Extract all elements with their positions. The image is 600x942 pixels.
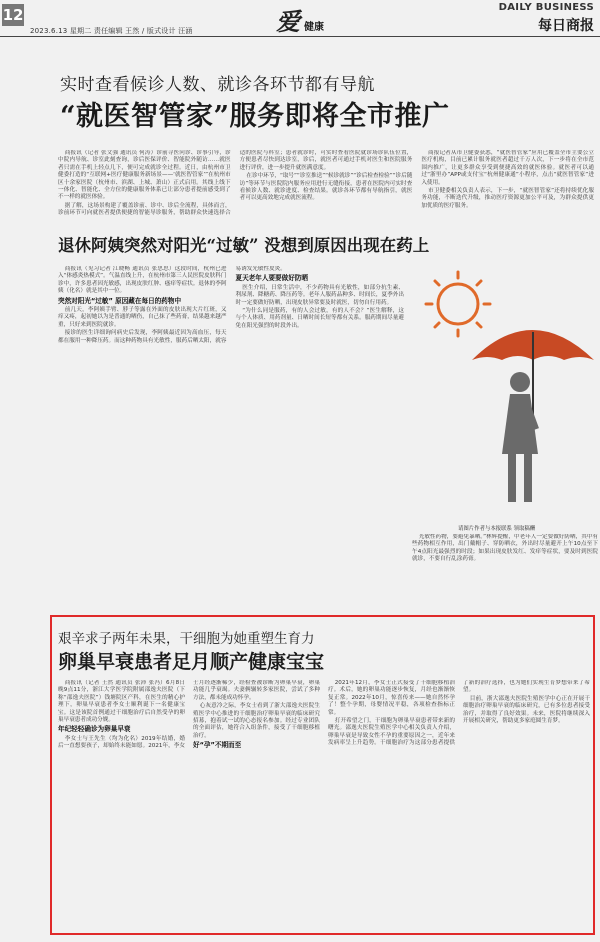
illustration-caption: 请图片作者与本报联系 领取稿酬 (458, 526, 536, 532)
article1-paragraph: 商报记者从市卫健委获悉，“就医智管家”应用已覆盖全市主要公立医疗机构，目前已累计服务就医者超过千万人次，下一步将在全市范围内推广，让更多群众享受到便捷高效的就医体验。就医者可以通过“浙里办”APP或支付宝“杭州健康通”小程序，点击“就医智管家”进入使用。 (421, 150, 594, 186)
section-name: 健康 (304, 22, 324, 33)
section-mark: 爱 (276, 7, 300, 36)
article2-body (58, 266, 404, 506)
article3-paragraph: 2021年12月，李女士正式接受了干细胞移植治疗。术后，她的卵巢功能逐步恢复，月经也渐渐恢复正常。2022年10月，惊喜传来——她自然怀孕了！整个孕期，母婴情况平稳，各项检查指标正常。 (328, 680, 455, 716)
article3-headline: 卵巢早衰患者足月顺产健康宝宝 (58, 651, 325, 673)
article3-subheading: 年纪轻轻确诊为卵巢早衰 (58, 725, 131, 734)
article2-tail (412, 534, 598, 604)
article3-paragraph: 商报讯（记者 王然 通讯员 张沛 张冯）6月8日晚9点11分，浙江大学医学院附属邵逸夫医院（下称“邵逸夫医院”）钱塘院区产科，在医生的精心护理下，卵巢早衰患者李女士顺利诞下一名健康宝宝。这是该院首例通过干细胞治疗后自然受孕的卵巢早衰患者成功分娩。 (58, 680, 185, 724)
sun-icon (426, 272, 490, 336)
article2-subheading: 夏天老年人要要做好防晒 (235, 274, 309, 283)
sun-umbrella-illustration (412, 264, 598, 526)
paper-name-cn: 每日商报 (538, 18, 594, 34)
article3-subheading: 好“孕”不期而至 (193, 741, 242, 750)
page-number: 12 (2, 6, 24, 24)
page-header (0, 0, 600, 46)
date-line: 2023.6.13 星期二 责任编辑 王然 / 版式设计 汪涵 (30, 27, 193, 35)
article2-subheading: 突然对阳光“过敏” 原因藏在每日的药物中 (58, 296, 182, 305)
illustration-svg (412, 264, 598, 526)
article1-paragraph: 在诊中环节，“取号”“诊室推送”“候诊就诊”“诊后检查检验”“诊后随访”等环节与医院院内服务应用进行无缝衔接，患者在医院内可实时查看候诊人数、就诊进度、检查结果。就诊各环节都有导航指引，就医者可以更高效地完成就医流程。 (239, 173, 413, 202)
article3-kicker: 艰辛求子两年未果，干细胞为她重塑生育力 (58, 631, 315, 647)
article3-paragraph: 心灰意冷之际，李女士看到了浙大邵逸夫医院生殖医学中心推进的干细胞治疗卵巢早衰的临床研究招募，抱着试一试的心态报名参加。经过专业团队的全面评估，她符合入组条件，接受了干细胞移植治疗。 (193, 703, 320, 739)
article1-kicker: 实时查看候诊人数、就诊各环节都有导航 (60, 75, 375, 95)
article2-paragraph: 接诊的医生详细询问病史后发现，李阿姨最近因为高血压，每天都在服用一种降压药。而这种药物具有光敏性，服药后晒太阳，就容易诱发光敏性皮炎。 (58, 266, 286, 344)
article2-paragraph: 医生介绍，日常生活中，不少药物具有光敏性，如部分抗生素、利尿剂、降糖药、降压药等。老年人服药品种多、时间长，夏季外出时一定要做好防晒，出现皮肤异常要及时就医，切勿自行用药。 (235, 284, 404, 306)
article1-paragraph: 商报讯（记者 张文强 通讯员 何涛）诊前寻医问诊、诊事引导，诊中院内导航、诊室此刻查询，诊后医保评价、智能院外随访……就医者只需在手机上轻点几下，便可完成就诊全过程。近日，由杭州市卫健委打造的“互联网+医疗健康服务新场景——‘就医智管家’”在杭州市区十余家医院（杭州市、滨湖、上城、萧山）正式启用。其线上线下一体化、智能化、全方位的健康服务体系已让部分患者提前感受到了不一样的就医体验。 (58, 150, 231, 201)
header-rule (0, 36, 600, 37)
article1-paragraph: 据了解，这场景构建了覆盖诊前、诊中、诊后全流程，具体而言，诊前环节可向就医者提供便捷的智能导诊服务，帮助群众快速选择合适的医院与科室；患者就诊时，可实时查看医院就诊场诊队伍位置，方便患者尽快到达诊室，诊后，就医者可通过手机对医生和医院服务进行评价，进一步提升就医满意度。 (58, 150, 413, 217)
paper-name-en: DAILY BUSINESS (498, 2, 594, 13)
article2-paragraph: 商报讯（见习记者 江晓畅 通讯员 张思思）这段时间，杭州已进入“体感炎热模式”。气温直线上升，在杭州市第三人民医院皮肤科门诊中，许多患者因光敏感，出现皮肤红肿、瘙痒等症状。退休的李阿姨（化名）就是其中一位。 (58, 266, 227, 295)
article2-paragraph: 前几天，李阿姨手臂、脖子等露在外面的皮肤出现大片红斑，又痒又疼，起初她以为是普通的晒伤，自己抹了些药膏，结果越来越严重，只好来到医院就诊。 (58, 307, 227, 328)
article3-paragraph: 打开希望之门，干细胞为卵巢早衰患者带来新的曙光。邵逸夫医院生殖医学中心相关负责人介绍，卵巢早衰是导致女性不孕的重要原因之一，近年来发病率呈上升趋势。干细胞治疗为这部分患者提供了新的治疗选择，也为她们实现生育梦想带来了希望。 (328, 680, 590, 747)
article1-paragraph: 市卫健委相关负责人表示，下一步，“就医智管家”还将持续优化服务功能，不断迭代升级，推动医疗资源更加公平可及，为群众提供更加优质的医疗服务。 (421, 188, 594, 209)
article2-paragraph: 光敏性药物，要避免暴晒。”林辉提醒，中老年人一定要做好防晒，其中有些药物相互作用，出门戴帽子、穿防晒衣，外出时尽量避开上午10点至下午4点阳光最强烈的时段；如果出现皮肤发红、发痒等症状，要及时到医院就诊，不要自行乱涂药膏。 (412, 534, 598, 563)
article2-paragraph: “为什么同是服药，有的人会过敏，有的人不会？”医生解释，这与个人体质、用药剂量、日晒时间长短等都有关系。服药期间尽量避免在阳光强烈的时段外出。 (235, 308, 404, 329)
article3-body (58, 680, 590, 930)
article1-headline: “就医智管家”服务即将全市推广 (60, 101, 450, 132)
article2-headline: 退休阿姨突然对阳光“过敏” 没想到原因出现在药上 (58, 236, 430, 255)
article3-paragraph: 李女士与王先生（均为化名）2019年结婚，婚后一直想要孩子，却始终未能如愿。2021年，李女士月经逐渐稀少，经检查被诊断为卵巢早衰，卵巢功能几乎衰竭。夫妻俩辗转多家医院，尝试了多种方法，都未能成功怀孕。 (58, 680, 320, 750)
article3-paragraph: 目前，浙大邵逸夫医院生殖医学中心正在开展干细胞治疗卵巢早衰的临床研究，已有多位患者接受治疗，并取得了良好效果。未来，医院将继续深入开展相关研究，帮助更多家庭圆生育梦。 (463, 695, 590, 725)
